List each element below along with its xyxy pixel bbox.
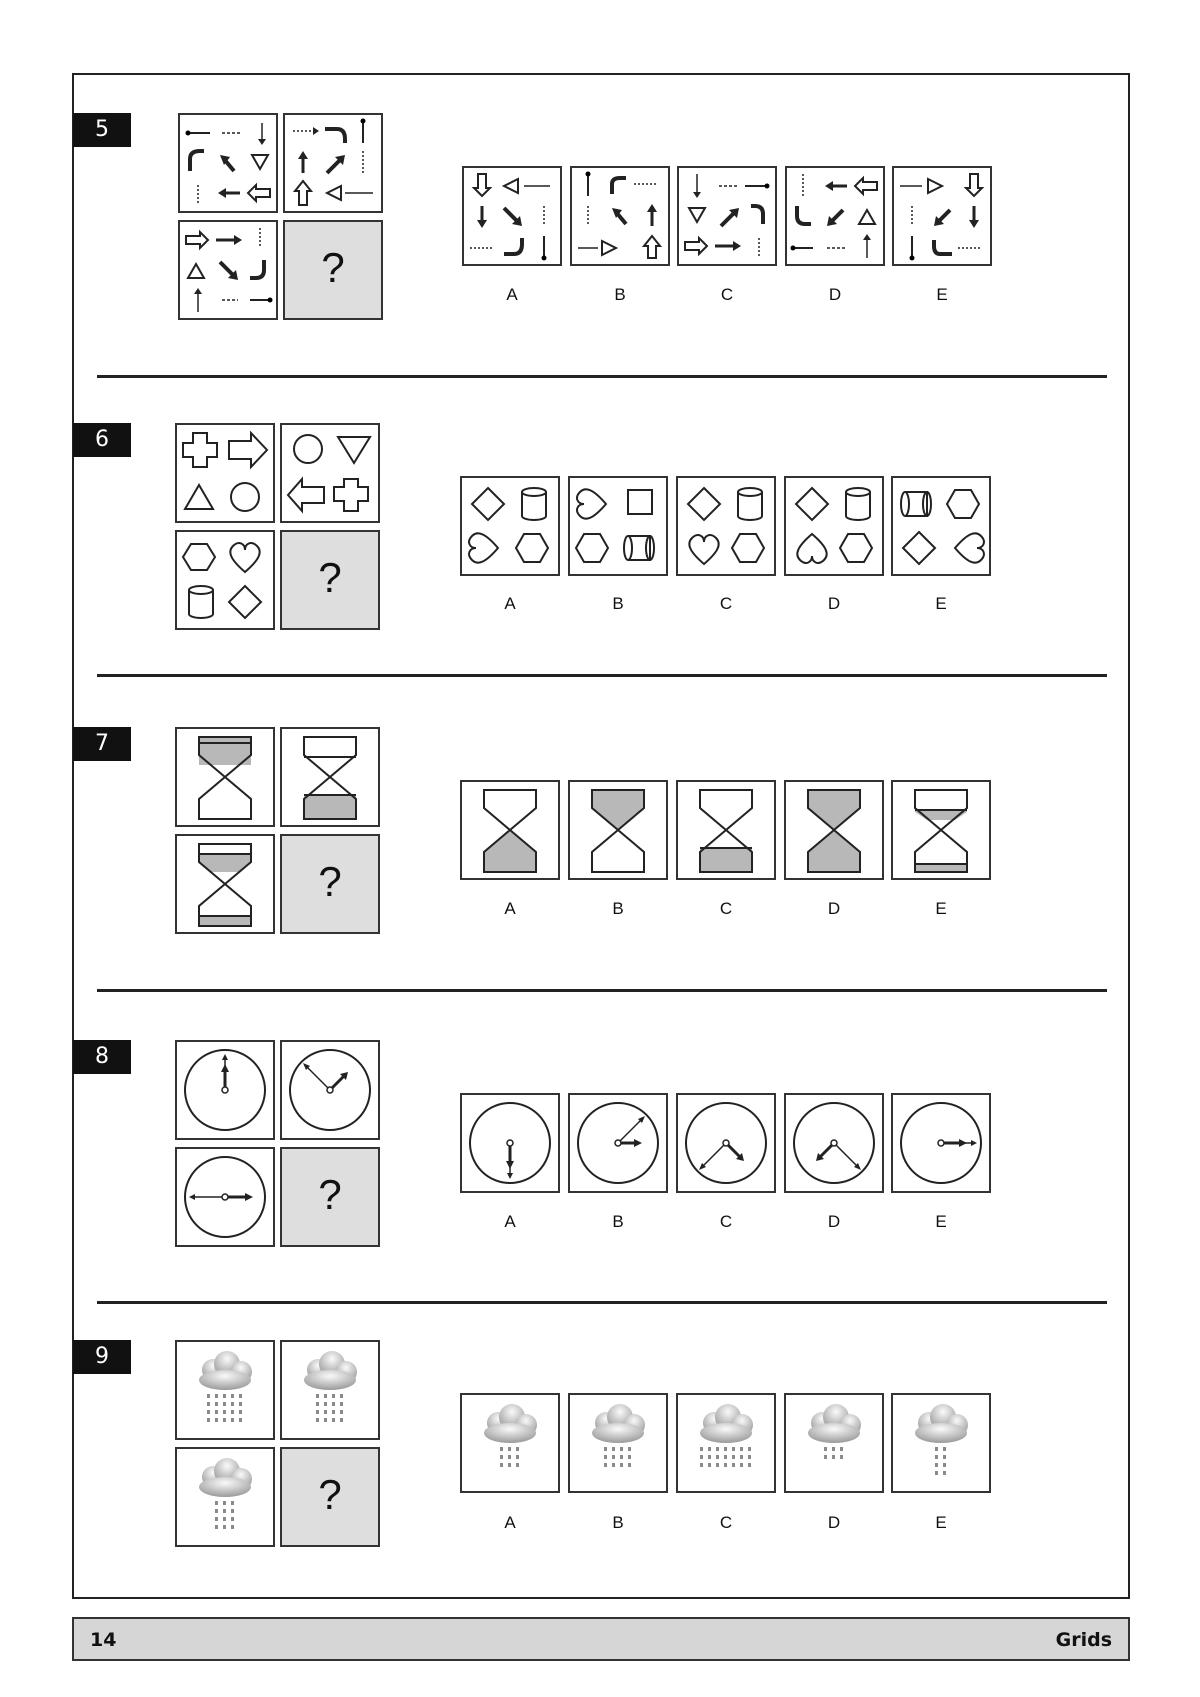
shape-grid-cell: [175, 530, 275, 630]
missing-cell: [280, 1147, 380, 1247]
clock-icon: [177, 1042, 273, 1138]
shape-grid-cell: [175, 423, 275, 523]
shape-set-icon: [462, 478, 558, 574]
rain-cloud-icon: [786, 1395, 882, 1491]
arrow-set-icon: [787, 168, 883, 264]
question-mark: ?: [318, 1171, 342, 1218]
hourglass-icon: [177, 729, 273, 825]
option-a-cell[interactable]: [460, 476, 560, 576]
option-label: C: [719, 1513, 733, 1532]
option-label: D: [827, 899, 841, 918]
option-a-cell[interactable]: [460, 1393, 560, 1493]
option-label: B: [612, 594, 624, 613]
option-c-cell[interactable]: [676, 476, 776, 576]
arrow-set-icon: [464, 168, 560, 264]
clock-cell: [175, 1040, 275, 1140]
missing-cell: [280, 1447, 380, 1547]
missing-cell: [280, 834, 380, 934]
question-number: 9: [73, 1340, 131, 1374]
shape-set-icon: [570, 478, 666, 574]
option-label: C: [719, 594, 733, 613]
shape-set-icon: [177, 532, 273, 628]
missing-cell: [283, 220, 383, 320]
arrow-set-icon: [679, 168, 775, 264]
hourglass-icon: [678, 782, 774, 878]
option-label: C: [719, 1212, 733, 1231]
rain-cloud-icon: [177, 1342, 273, 1438]
shape-set-icon: [177, 425, 273, 521]
option-label: A: [504, 1513, 516, 1532]
hourglass-cell: [175, 834, 275, 934]
option-e-cell[interactable]: [891, 1393, 991, 1493]
option-label: E: [936, 285, 948, 304]
option-label: A: [504, 1212, 516, 1231]
option-a-cell[interactable]: [460, 780, 560, 880]
clock-icon: [282, 1042, 378, 1138]
clock-cell: [175, 1147, 275, 1247]
option-c-cell[interactable]: [677, 166, 777, 266]
question-mark: ?: [321, 244, 345, 291]
clock-icon: [570, 1095, 666, 1191]
separator: [97, 989, 1107, 992]
page-footer: [72, 1617, 1130, 1661]
rain-cloud-icon: [893, 1395, 989, 1491]
hourglass-icon: [177, 836, 273, 932]
option-b-cell[interactable]: [568, 1093, 668, 1193]
option-label: C: [719, 899, 733, 918]
option-label: A: [506, 285, 518, 304]
rain-cloud-cell: [175, 1447, 275, 1547]
rain-cloud-cell: [175, 1340, 275, 1440]
hourglass-icon: [893, 782, 989, 878]
option-d-cell[interactable]: [784, 1393, 884, 1493]
option-label: D: [827, 1212, 841, 1231]
shape-set-icon: [893, 478, 989, 574]
option-e-cell[interactable]: [891, 780, 991, 880]
option-b-cell[interactable]: [568, 1393, 668, 1493]
option-label: A: [504, 594, 516, 613]
option-label: A: [504, 899, 516, 918]
clock-icon: [893, 1095, 989, 1191]
rain-cloud-icon: [177, 1449, 273, 1545]
option-label: E: [935, 1212, 947, 1231]
question-number: 8: [73, 1040, 131, 1074]
rain-cloud-icon: [570, 1395, 666, 1491]
option-label: E: [935, 594, 947, 613]
option-label: D: [827, 1513, 841, 1532]
clock-icon: [462, 1095, 558, 1191]
hourglass-icon: [282, 729, 378, 825]
arrow-grid-cell: [283, 113, 383, 213]
option-c-cell[interactable]: [676, 780, 776, 880]
question-mark: ?: [318, 554, 342, 601]
option-label: B: [614, 285, 626, 304]
option-label: D: [828, 285, 842, 304]
separator: [97, 375, 1107, 378]
question-mark: ?: [318, 1471, 342, 1518]
option-a-cell[interactable]: [460, 1093, 560, 1193]
rain-cloud-cell: [280, 1340, 380, 1440]
question-number: 7: [73, 727, 131, 761]
separator: [97, 674, 1107, 677]
option-c-cell[interactable]: [676, 1393, 776, 1493]
option-b-cell[interactable]: [568, 476, 668, 576]
option-label: C: [720, 285, 734, 304]
separator: [97, 1301, 1107, 1304]
option-label: D: [827, 594, 841, 613]
option-e-cell[interactable]: [891, 476, 991, 576]
clock-icon: [678, 1095, 774, 1191]
clock-icon: [786, 1095, 882, 1191]
option-d-cell[interactable]: [785, 166, 885, 266]
shape-set-icon: [678, 478, 774, 574]
arrow-grid-cell: [178, 220, 278, 320]
arrow-set-icon: [894, 168, 990, 264]
rain-cloud-icon: [678, 1395, 774, 1491]
option-b-cell[interactable]: [568, 780, 668, 880]
option-label: E: [935, 899, 947, 918]
clock-cell: [280, 1040, 380, 1140]
option-e-cell[interactable]: [891, 1093, 991, 1193]
option-d-cell[interactable]: [784, 780, 884, 880]
option-label: E: [935, 1513, 947, 1532]
hourglass-icon: [462, 782, 558, 878]
arrow-set-icon: [180, 115, 276, 211]
option-label: B: [612, 899, 624, 918]
arrow-set-icon: [285, 115, 381, 211]
arrow-set-icon: [180, 222, 276, 318]
shape-grid-cell: [280, 423, 380, 523]
option-b-cell[interactable]: [570, 166, 670, 266]
option-c-cell[interactable]: [676, 1093, 776, 1193]
rain-cloud-icon: [462, 1395, 558, 1491]
clock-icon: [177, 1149, 273, 1245]
option-d-cell[interactable]: [784, 1093, 884, 1193]
option-d-cell[interactable]: [784, 476, 884, 576]
arrow-grid-cell: [178, 113, 278, 213]
shape-set-icon: [282, 425, 378, 521]
rain-cloud-icon: [282, 1342, 378, 1438]
section-title: Grids: [1055, 1629, 1112, 1651]
question-number: 6: [73, 423, 131, 457]
hourglass-cell: [175, 727, 275, 827]
option-label: B: [612, 1212, 624, 1231]
option-a-cell[interactable]: [462, 166, 562, 266]
page-number: 14: [90, 1629, 117, 1651]
option-label: B: [612, 1513, 624, 1532]
arrow-set-icon: [572, 168, 668, 264]
question-mark: ?: [318, 858, 342, 905]
hourglass-cell: [280, 727, 380, 827]
missing-cell: [280, 530, 380, 630]
hourglass-icon: [786, 782, 882, 878]
shape-set-icon: [786, 478, 882, 574]
option-e-cell[interactable]: [892, 166, 992, 266]
question-number: 5: [73, 113, 131, 147]
hourglass-icon: [570, 782, 666, 878]
